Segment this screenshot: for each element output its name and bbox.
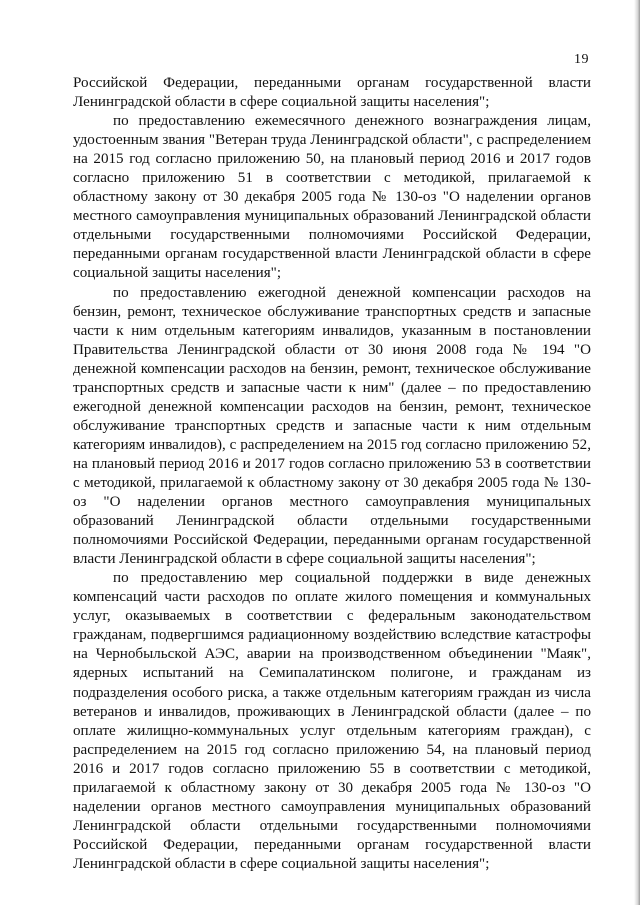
- document-body: [73, 74, 591, 874]
- paragraph-continuation: Российской Федерации, переданными органам государственной власти Ленинградской области в сфере социальной защиты населения";: [73, 75, 591, 111]
- paragraph-housing-compensation: по предоставлению мер социальной поддержки в виде денежных компенсаций части расходов по оплате жилого помещения и коммунальных услуг, оказываемых в соответствии с федеральным законодательством гражданам, подвергшимся радиационному воздействию вследствие катастрофы на Чернобыльской АЭС, аварии на производственном объединении "Маяк", ядерных испытаний на Семипалатинском полигоне, и гражданам из подразделения особого риска, а также отдельным категориям граждан из числа ветеранов и инвалидов, проживающих в Ленинградской области (далее – по оплате жилищно-коммунальных услуг отдельным категориям граждан), с распределением на 2015 год согласно приложению 54, на плановый период 2016 и 2017 годов согласно приложению 55 в соответствии с методикой, прилагаемой к областному закону от 30 декабря 2005 года № 130-оз "О наделении органов местного самоуправления муниципальных образований Ленинградской области отдельными государственными полномочиями Российской Федерации, переданными органам государственной власти Ленинградской области в сфере социальной защиты населения";: [73, 570, 591, 872]
- page-number: 19: [574, 52, 589, 67]
- paragraph-fuel-compensation: по предоставлению ежегодной денежной компенсации расходов на бензин, ремонт, техническое обслуживание транспортных средств и запасные части к ним отдельным категориям инвалидов, указанным в постановлении Правительства Ленинградской области от 30 июня 2008 года № 194 "О денежной компенсации расходов на бензин, ремонт, техническое обслуживание транспортных средств и запасные части к ним" (далее – по предоставлению ежегодной денежной компенсации расходов на бензин, ремонт, техническое обслуживание транспортных средств и запасные части к ним отдельным категориям инвалидов), с распределением на 2015 год согласно приложению 52, на плановый период 2016 и 2017 годов согласно приложению 53 в соответствии с методикой, прилагаемой к областному закону от 30 декабря 2005 года № 130-оз "О наделении органов местного самоуправления муниципальных образований Ленинградской области отдельными государственными полномочиями Российской Федерации, переданными органам государственной власти Ленинградской области в сфере социальной защиты населения";: [73, 284, 591, 568]
- paragraph-veteran-labor: по предоставлению ежемесячного денежного вознаграждения лицам, удостоенным звания "Ветеран труда Ленинградской области", с распределением на 2015 год согласно приложению 50, на плановый период 2016 и 2017 годов согласно приложению 51 в соответствии с методикой, прилагаемой к областному закону от 30 декабря 2005 года № 130-оз "О наделении органов местного самоуправления муниципальных образований Ленинградской области отдельными государственными полномочиями Российской Федерации, переданными органам государственной власти Ленинградской области в сфере социальной защиты населения";: [73, 113, 591, 282]
- scan-edge-shadow: [634, 0, 640, 905]
